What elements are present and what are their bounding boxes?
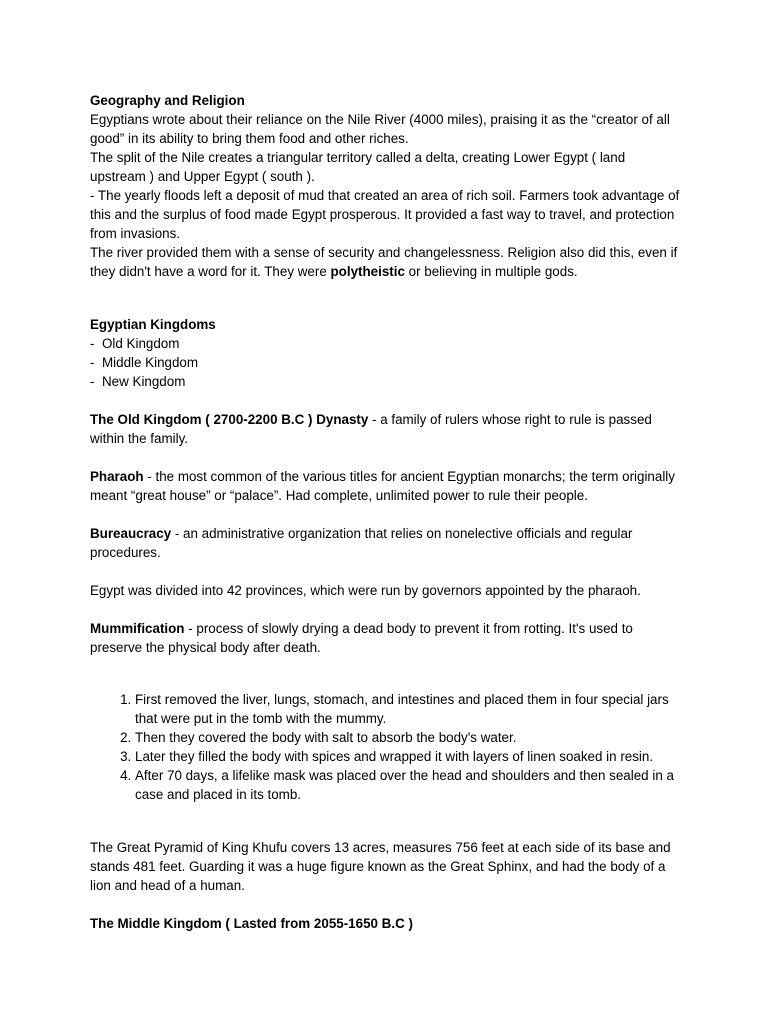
section-heading-geography: Geography and Religion [90,93,245,108]
term-old-kingdom: The Old Kingdom ( 2700-2200 B.C ) Dynasty [90,412,369,427]
paragraph-great-pyramid: The Great Pyramid of King Khufu covers 13 acres, measures 756 feet at each side of its base and stands 481 feet. Guarding it was a huge figure known as the Great Sphinx, and had the body of a lion and head of a human. [90,840,671,893]
definition-bureaucracy: Bureaucracy - an administrative organization that relies on nonelective officials and regular procedures. [90,526,633,560]
term-mummification: Mummification [90,621,185,636]
document-body [90,91,680,933]
mummification-steps-list [90,690,680,804]
list-item: 2. Then they covered the body with salt to absorb the body's water. [135,728,680,747]
list-item: - New Kingdom [90,374,186,389]
definition-pharaoh: Pharaoh - the most common of the various titles for ancient Egyptian monarchs; the term originally meant “great house” or “palace”. Had complete, unlimited power to rule their people. [90,469,675,503]
kingdoms-list [90,334,680,391]
paragraph-delta: The split of the Nile creates a triangular territory called a delta, creating Lower Egypt ( land upstream ) and Upper Egypt ( south ). [90,150,626,184]
term-polytheistic: polytheistic [330,264,405,279]
list-item: - Old Kingdom [90,336,180,351]
list-item: 3. Later they filled the body with spices and wrapped it with layers of linen soaked in resin. [135,747,680,766]
section-heading-kingdoms: Egyptian Kingdoms [90,317,216,332]
list-item: 4. After 70 days, a lifelike mask was placed over the head and shoulders and then sealed in a case and placed in its tomb. [135,766,680,804]
definition-mummification: Mummification - process of slowly drying a dead body to prevent it from rotting. It's used to preserve the physical body after death. [90,621,633,655]
list-item: 1. First removed the liver, lungs, stomach, and intestines and placed them in four special jars that were put in the tomb with the mummy. [135,690,680,728]
term-bureaucracy: Bureaucracy [90,526,172,541]
list-item: - Middle Kingdom [90,355,199,370]
paragraph-floods: - The yearly floods left a deposit of mud that created an area of rich soil. Farmers took advantage of this and the surplus of food made Egypt prosperous. It provided a fast way to travel, and protection from invasions. [90,188,680,241]
paragraph-religion: The river provided them with a sense of security and changelessness. Religion also did this, even if they didn't have a word for it. They were polytheistic or believing in multiple gods. [90,245,678,279]
paragraph-nile-reliance: Egyptians wrote about their reliance on the Nile River (4000 miles), praising it as the “creator of all good” in its ability to bring them food and other riches. [90,112,670,146]
definition-old-kingdom: The Old Kingdom ( 2700-2200 B.C ) Dynasty - a family of rulers whose right to rule is passed within the family. [90,412,652,446]
term-pharaoh: Pharaoh [90,469,144,484]
paragraph-provinces: Egypt was divided into 42 provinces, which were run by governors appointed by the pharaoh. [90,583,641,598]
section-heading-middle-kingdom: The Middle Kingdom ( Lasted from 2055-1650 B.C ) [90,916,413,931]
